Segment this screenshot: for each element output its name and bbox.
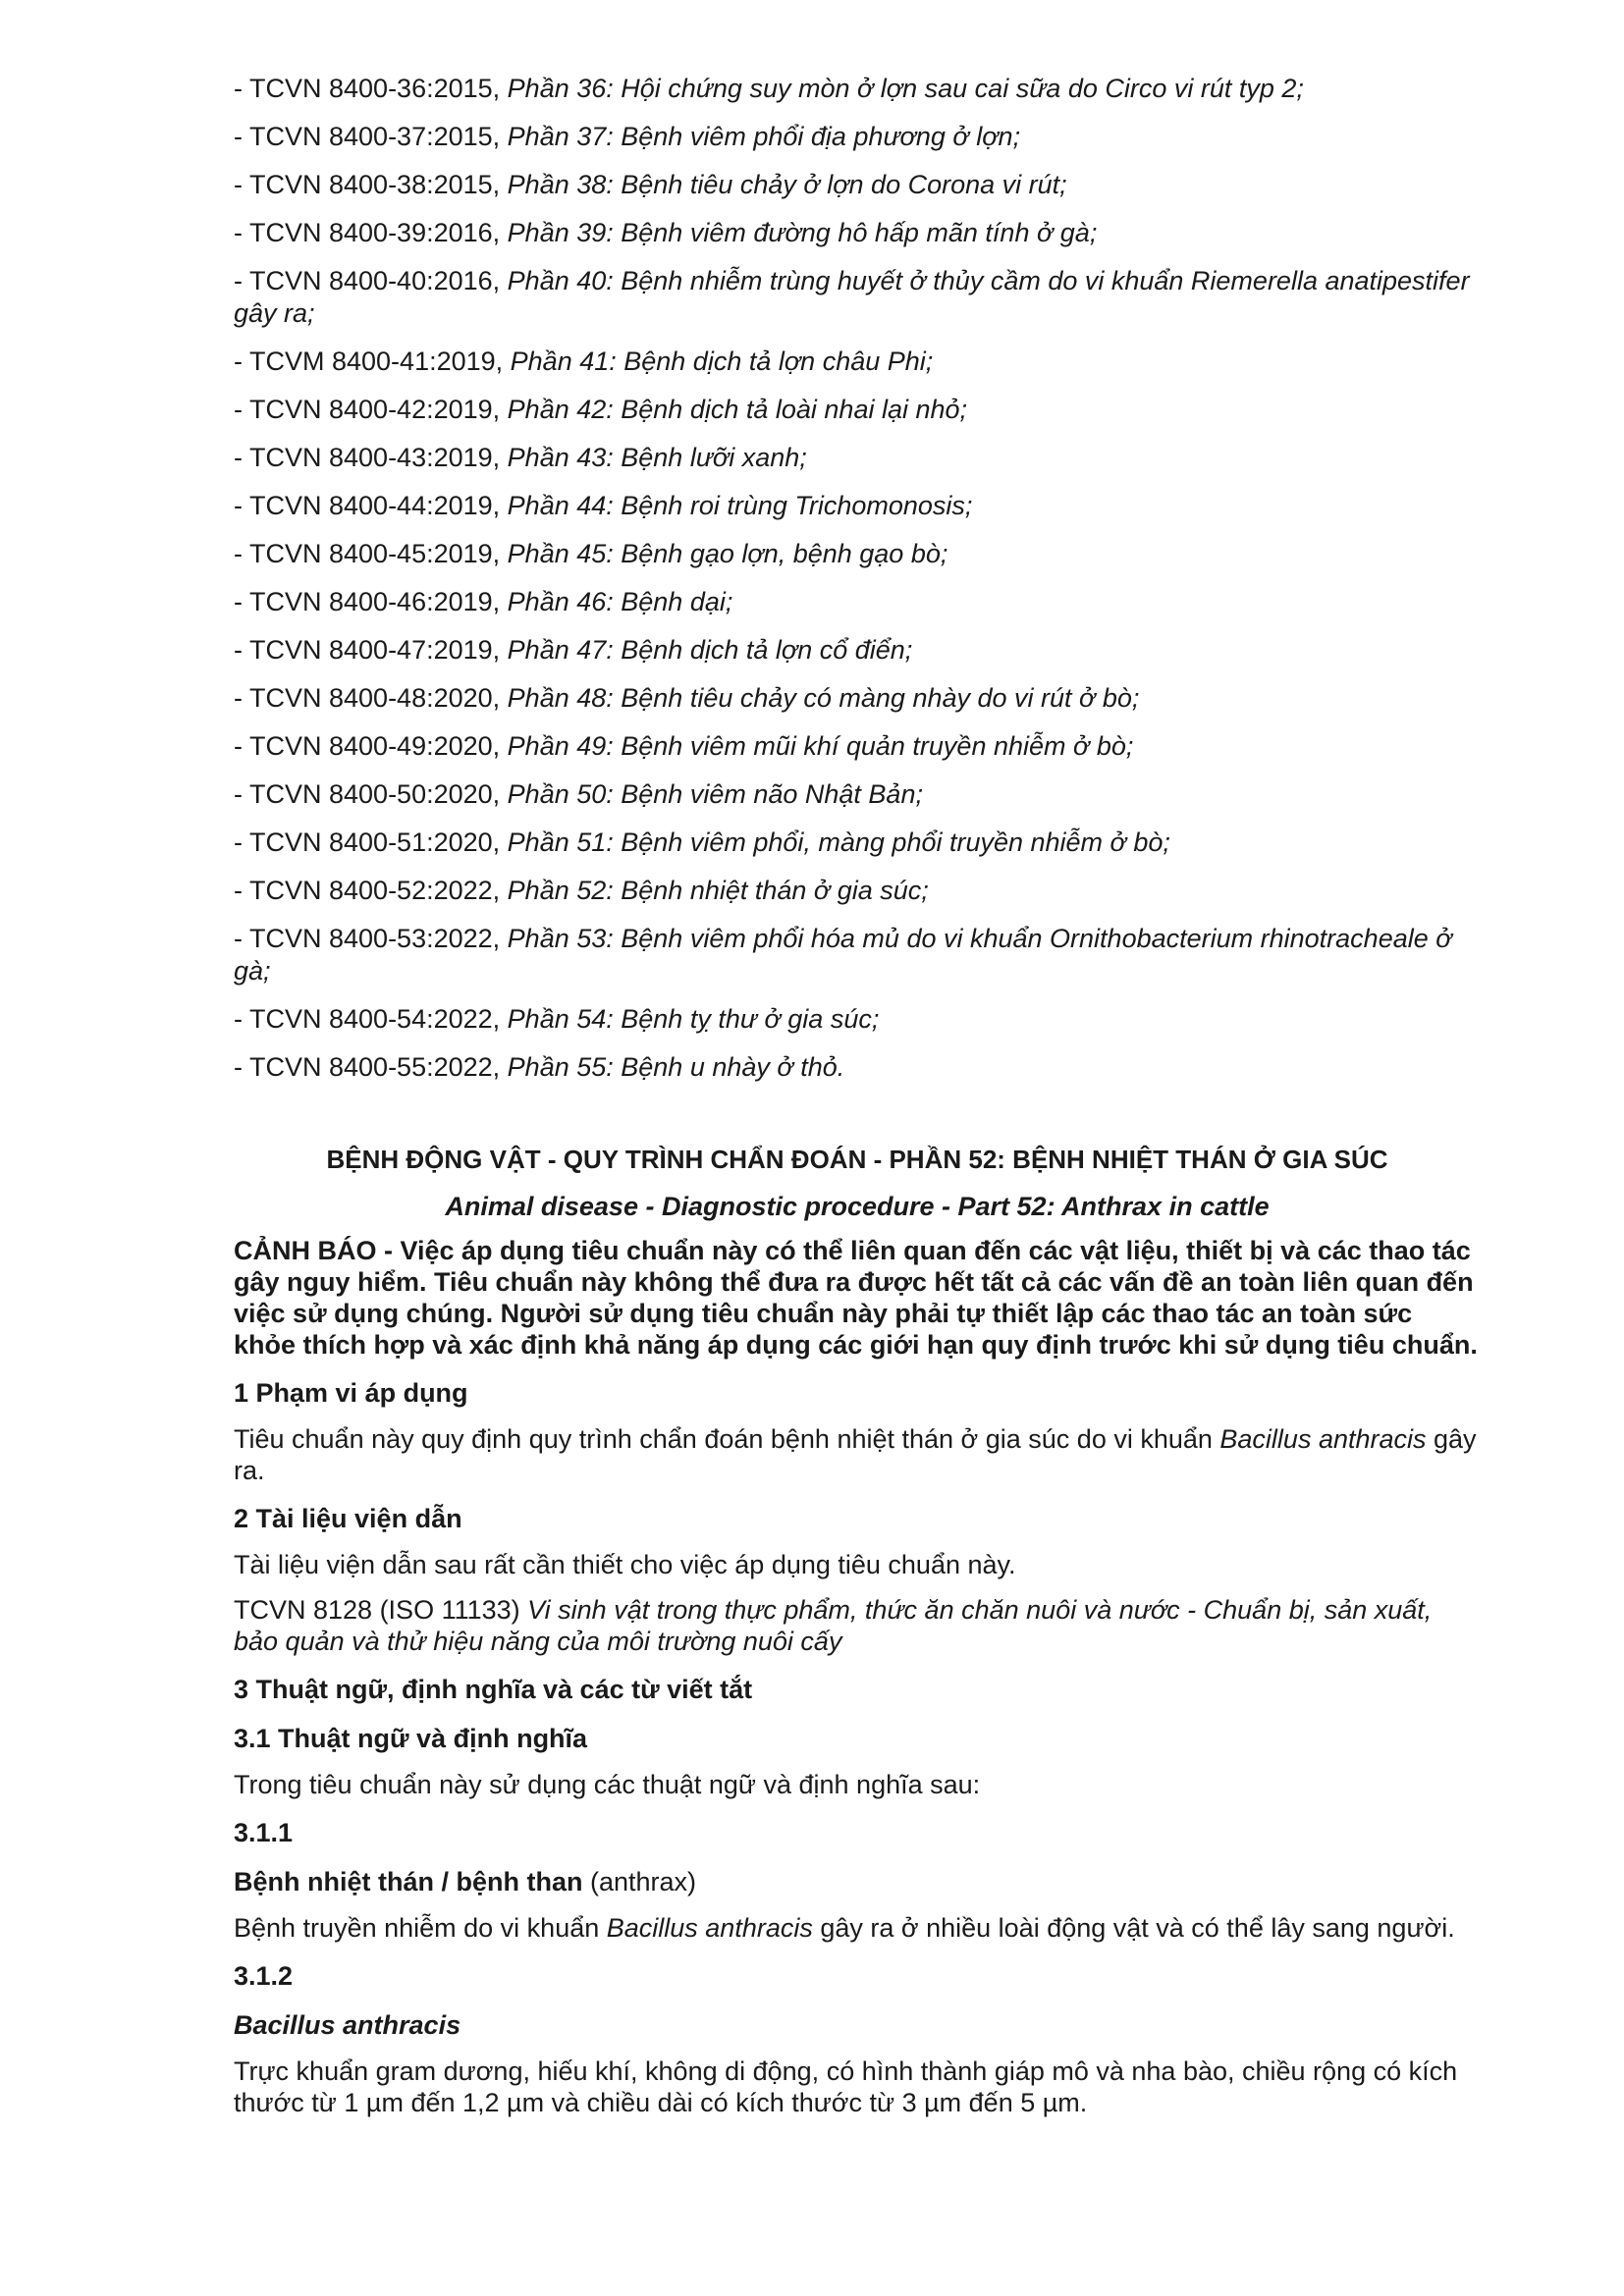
section-3-1-heading: 3.1 Thuật ngữ và định nghĩa [234,1724,588,1753]
list-item: - TCVN 8400-54:2022, Phần 54: Bệnh tỵ thư ở gia súc; [234,1004,880,1034]
section-1-text: Tiêu chuẩn này quy định quy trình chẩn đoán bệnh nhiệt thán ở gia súc do vi khuẩn Bacillus anthracis gây ra. [234,1424,1477,1485]
list-item: - TCVN 8400-49:2020, Phần 49: Bệnh viêm mũi khí quản truyền nhiễm ở bò; [234,731,1134,761]
term-2-number: 3.1.2 [234,1961,294,1991]
list-item: - TCVN 8400-36:2015, Phần 36: Hội chứng suy mòn ở lợn sau cai sữa do Circo vi rút typ 2; [234,74,1304,103]
term-1-name: Bệnh nhiệt thán / bệnh than (anthrax) [234,1867,697,1896]
list-item: - TCVN 8400-48:2020, Phần 48: Bệnh tiêu chảy có màng nhày do vi rút ở bò; [234,683,1140,713]
list-item: - TCVM 8400-41:2019, Phần 41: Bệnh dịch tả lợn châu Phi; [234,347,934,376]
term-2-definition: Trực khuẩn gram dương, hiếu khí, không di động, có hình thành giáp mô và nha bào, chiều rộng có kích thước từ 1 µm đến 1,2 µm và chiều dài có kích thước từ 3 µm đến 5 µm. [234,2056,1458,2117]
document-title: BỆNH ĐỘNG VẬT - QUY TRÌNH CHẨN ĐOÁN - PHẦN 52: BỆNH NHIỆT THÁN Ở GIA SÚC [326,1145,1388,1174]
list-item: - TCVN 8400-39:2016, Phần 39: Bệnh viêm đường hô hấp mãn tính ở gà; [234,218,1098,247]
section-3-1-intro: Trong tiêu chuẩn này sử dụng các thuật ngữ và định nghĩa sau: [234,1770,981,1799]
list-item: - TCVN 8400-44:2019, Phần 44: Bệnh roi trùng Trichomonosis; [234,491,973,520]
section-3-heading: 3 Thuật ngữ, định nghĩa và các từ viết tắt [234,1675,753,1704]
list-item: - TCVN 8400-37:2015, Phần 37: Bệnh viêm phổi địa phương ở lợn; [234,122,1021,151]
list-item: - TCVN 8400-52:2022, Phần 52: Bệnh nhiệt thán ở gia súc; [234,876,929,905]
list-item: - TCVN 8400-40:2016, Phần 40: Bệnh nhiễm trùng huyết ở thủy cầm do vi khuẩn Riemerella anatipestifer gây ra; [234,266,1470,328]
document-subtitle-english: Animal disease - Diagnostic procedure - Part 52: Anthrax in cattle [445,1192,1270,1221]
term-1-number: 3.1.1 [234,1818,294,1847]
list-item: - TCVN 8400-51:2020, Phần 51: Bệnh viêm phổi, màng phổi truyền nhiễm ở bò; [234,828,1170,857]
list-item: - TCVN 8400-43:2019, Phần 43: Bệnh lưỡi xanh; [234,443,807,472]
section-1-heading: 1 Phạm vi áp dụng [234,1378,468,1408]
term-1-definition: Bệnh truyền nhiễm do vi khuẩn Bacillus anthracis gây ra ở nhiều loài động vật và có thể lây sang người. [234,1913,1455,1943]
list-item: - TCVN 8400-42:2019, Phần 42: Bệnh dịch tả loài nhai lại nhỏ; [234,395,968,424]
list-item: - TCVN 8400-55:2022, Phần 55: Bệnh u nhày ở thỏ. [234,1052,845,1082]
list-item: - TCVN 8400-46:2019, Phần 46: Bệnh dại; [234,587,733,616]
list-item: - TCVN 8400-38:2015, Phần 38: Bệnh tiêu chảy ở lợn do Corona vi rút; [234,170,1067,199]
warning-paragraph: CẢNH BÁO - Việc áp dụng tiêu chuẩn này có thể liên quan đến các vật liệu, thiết bị và các thao tác gây nguy hiểm. Tiêu chuẩn này không thể đưa ra được hết tất cả các vấn đề an toàn liên quan đến việc sử dụng chúng. Người sử dụng tiêu chuẩn này phải tự thiết lập các thao tác an toàn sức khỏe thích hợp và xác định khả năng áp dụng các giới hạn quy định trước khi sử dụng tiêu chuẩn. [234,1236,1478,1360]
section-2-reference: TCVN 8128 (ISO 11133) Vi sinh vật trong thực phẩm, thức ăn chăn nuôi và nước - Chuẩn bị, sản xuất, bảo quản và thử hiệu năng của môi trường nuôi cấy [234,1595,1433,1656]
section-2-heading: 2 Tài liệu viện dẫn [234,1504,462,1533]
term-2-name: Bacillus anthracis [234,2010,461,2040]
document-page [234,73,1481,2118]
standards-list [234,73,1481,1084]
list-item: - TCVN 8400-53:2022, Phần 53: Bệnh viêm phổi hóa mủ do vi khuẩn Ornithobacterium rhinotracheale ở gà; [234,924,1452,986]
section-2-intro: Tài liệu viện dẫn sau rất cần thiết cho việc áp dụng tiêu chuẩn này. [234,1550,1016,1579]
list-item: - TCVN 8400-50:2020, Phần 50: Bệnh viêm não Nhật Bản; [234,779,923,809]
list-item: - TCVN 8400-47:2019, Phần 47: Bệnh dịch tả lợn cổ điển; [234,635,913,665]
list-item: - TCVN 8400-45:2019, Phần 45: Bệnh gạo lợn, bệnh gạo bò; [234,539,948,568]
